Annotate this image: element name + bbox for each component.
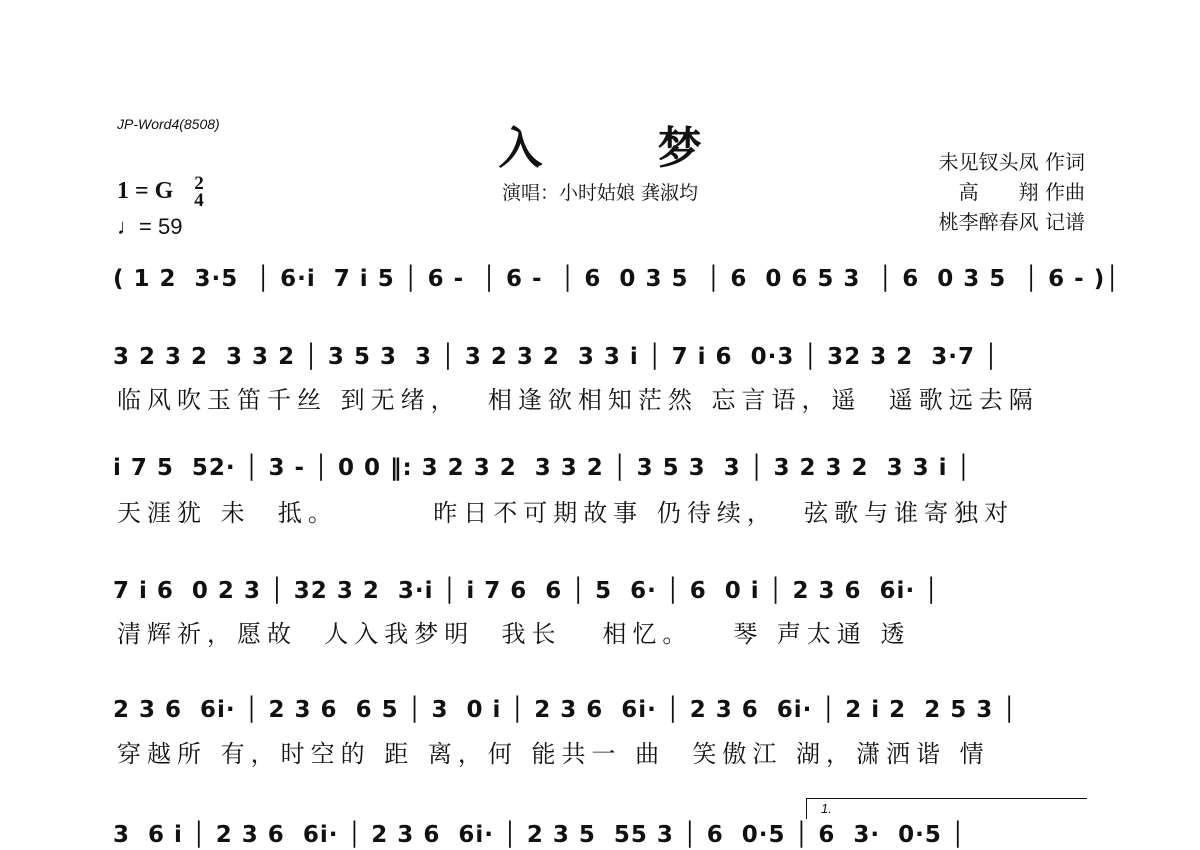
- lyrics-line-4: 清辉祈，愿故 人入我梦明 我长 相忆。 琴 声太通 透: [117, 620, 911, 648]
- time-numerator: 2: [194, 173, 204, 194]
- tempo-marking: ♩= 59: [117, 214, 183, 239]
- lyrics-line-5: 穿越所 有，时空的 距 离，何 能共一 曲 笑傲江 湖，潇洒谐 情: [117, 740, 990, 768]
- time-denominator: 4: [194, 190, 204, 211]
- song-title: 入 梦: [498, 123, 752, 174]
- lyricist-credit: 未见钗头凤 作词: [938, 150, 1085, 174]
- volta-number: 1.: [821, 801, 832, 816]
- key-signature: 1 = G: [117, 178, 174, 204]
- software-version: JP-Word4(8508): [117, 116, 220, 132]
- notation-line-2: 3 2 3 2 3 3 2 │ 3 5 3 3 │ 3 2 3 2 3 3 i │ 7 i 6 0·3 │ 32 3 2 3·7 │: [113, 344, 999, 370]
- notation-line-1: ( 1 2 3·5 │ 6·i 7 i 5 │ 6 - │ 6 - │ 6 0 3 5 │ 6 0 6 5 3 │ 6 0 3 5 │ 6 - )│: [113, 266, 1121, 292]
- notation-line-5: 2 3 6 6i· │ 2 3 6 6 5 │ 3 0 i │ 2 3 6 6i· │ 2 3 6 6i· │ 2 i 2 2 5 3 │: [113, 697, 1018, 723]
- notation-line-6: 3 6 i │ 2 3 6 6i· │ 2 3 6 6i· │ 2 3 5 55 3 │ 6 0·5 │ 6 3· 0·5 │: [113, 822, 966, 848]
- transcriber-credit: 桃李醉春风 记谱: [938, 210, 1085, 234]
- lyrics-line-3: 天涯犹 未 抵。 昨日不可期故事 仍待续， 弦歌与谁寄独对: [117, 499, 1015, 527]
- notation-line-3: i 7 5 52· │ 3 - │ 0 0 ‖: 3 2 3 2 3 3 2 │ 3 5 3 3 │ 3 2 3 2 3 3 i │: [113, 455, 972, 481]
- composer-credit: 高 翔 作曲: [958, 180, 1085, 204]
- time-signature: [190, 175, 208, 209]
- notation-line-4: 7 i 6 0 2 3 │ 32 3 2 3·i │ i 7 6 6 │ 5 6· │ 6 0 i │ 2 3 6 6i· │: [113, 578, 940, 604]
- singer-credit: 演唱：小时姑娘 龚淑均: [501, 182, 699, 204]
- volta-bracket: [806, 798, 1087, 819]
- lyrics-line-2: 临风吹玉笛千丝 到无绪， 相逢欲相知茫然 忘言语，遥 遥歌远去隔: [117, 386, 1039, 414]
